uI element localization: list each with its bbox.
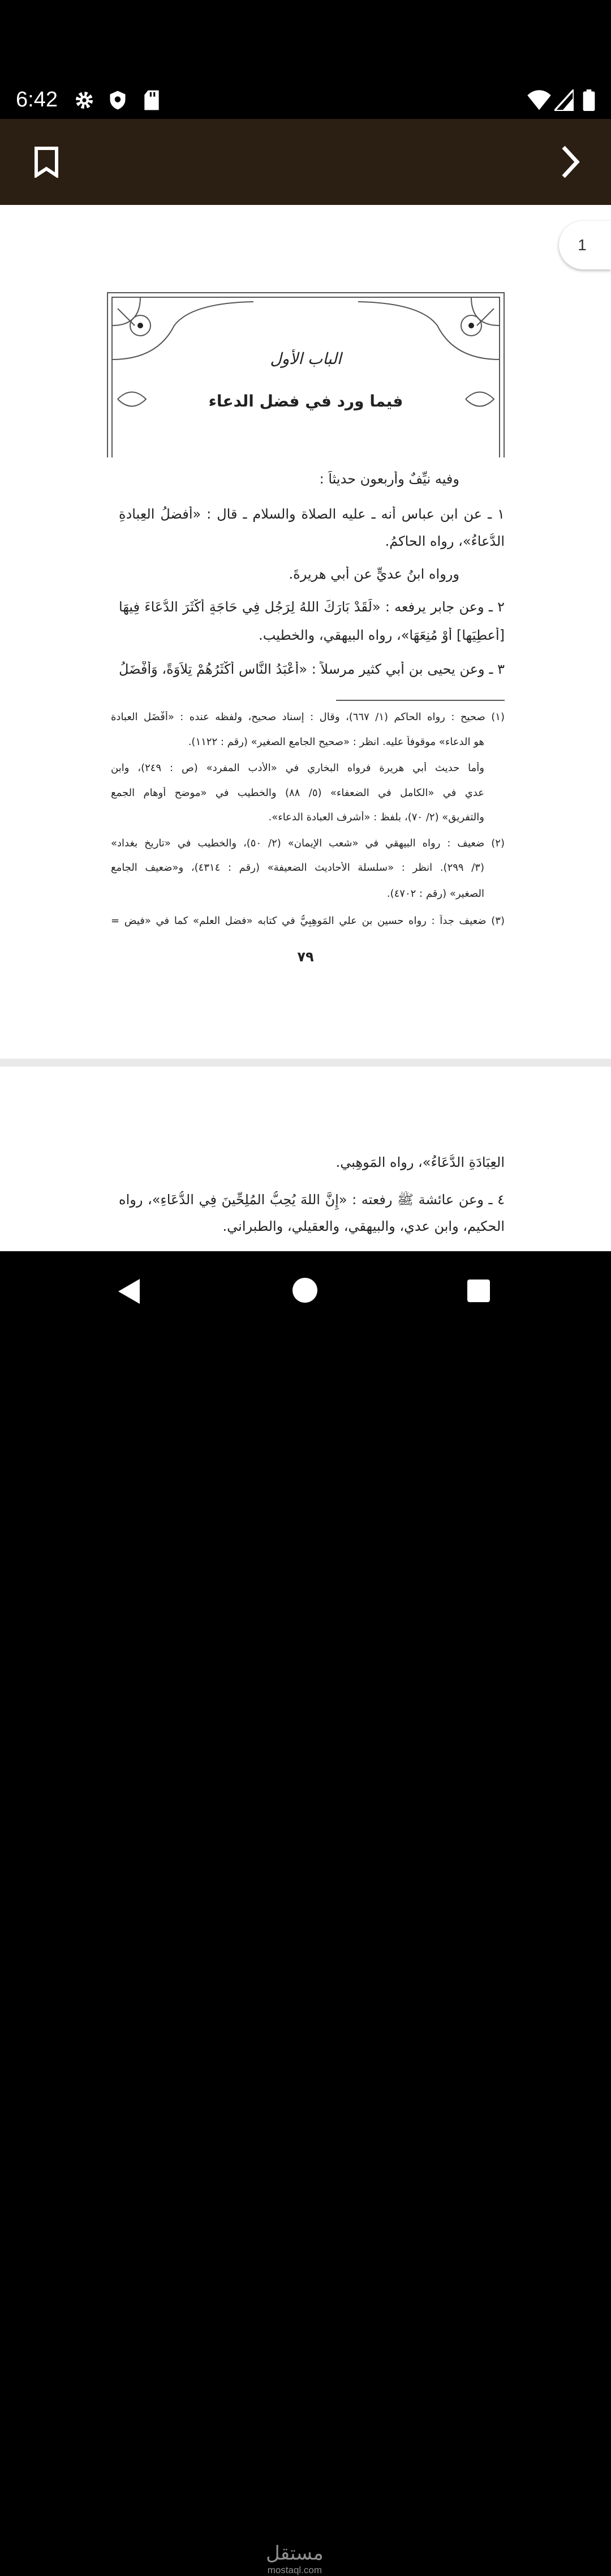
footnote-line: (٣) ضعيف جداً : رواه حسين بن علي المَوهِبِيُّ في كتابه «فضل العلم» كما في «فيض =: [111, 915, 505, 927]
sd-card-icon: [143, 89, 161, 111]
footnote-line: عدي في «الكامل في الضعفاء» (٥/ ٨٨) والخطيب في «موضح أوهام الجمع: [111, 787, 484, 799]
wifi-icon: [527, 89, 551, 111]
text-line: ١ ـ عن ابن عباسٍ أنه ـ عليه الصلاة والسلام ـ قال : «أفضلُ العِبادةِ: [119, 506, 505, 522]
text-line: ٢ ـ وعن جابر يرفعه : «لَقَدْ بَارَكَ اللهُ لِرَجُلٍ فِي حَاجَةٍ أَكْثَرَ الدُّعَاءَ فِيهَا: [119, 599, 505, 615]
footnote-line: (٣/ ٢٩٩). انظر : «سلسلة الأحاديث الضعيفة» (رقم : ٤٣١٤)، و«ضعيف الجامع: [111, 862, 484, 874]
settings-icon: [74, 89, 95, 111]
text-line: وفيه نيِّفٌ وأربعون حديثاً :: [319, 471, 459, 487]
footnote-line: هو الدعاء» موقوفاً عليه. انظر : «صحيح الجامع الصغير» (رقم : ١١٢٢).: [188, 736, 484, 748]
text-line: العِبَادَةِ الدُّعَاءُ»، رواه المَوهِبي.: [335, 1154, 505, 1170]
page-number: ٧٩: [297, 949, 314, 965]
home-icon[interactable]: [292, 1278, 317, 1303]
footnote-line: الصغير» (رقم : ٤٧٠٢).: [386, 888, 484, 900]
pdf-viewer[interactable]: [0, 205, 611, 1251]
footnote-line: وأما حديث أبي هريرة فرواه البخاري في «الأدب المفرد» (ص : ٢٤٩)، وابن: [111, 762, 484, 774]
text-line: الحكيم، وابن عدي، والبيهقي، والعقيلي، والطبراني.: [222, 1218, 505, 1234]
footnote-line: والتفريق» (٢/ ٧٠)، بلفظ : «أشرف العبادة الدعاء».: [268, 811, 484, 823]
battery-icon: [583, 89, 595, 111]
ornamental-frame: [106, 292, 505, 457]
navigation-bar: [0, 1251, 611, 2575]
status-time: 6:42: [16, 88, 58, 112]
footnote-divider: [336, 700, 505, 701]
footnote-line: (٢) ضعيف : رواه البيهقي في «شعب الإيمان» (٢/ ٥٠)، والخطيب في «تاريخ بغداد»: [111, 837, 505, 849]
bookmark-icon[interactable]: [34, 146, 59, 178]
reader-toolbar: [0, 119, 611, 205]
text-line: ٤ ـ وعن عائشة ﷺ رفعته : «إِنَّ اللهَ يُحِبُّ المُلِحِّينَ فِي الدُّعَاءِ»، رواه: [119, 1192, 505, 1208]
text-line: الدُّعاءُ»، رواه الحاكمُ.: [385, 533, 505, 549]
pdf-page: [0, 205, 611, 1059]
chapter-title: فيما ورد في فضل الدعاء: [208, 392, 403, 410]
footnote-line: (١) صحيح : رواه الحاكم (١/ ٦٦٧)، وقال : إسناد صحيح، ولفظه عنده : «أَفْضَل العبادة: [111, 711, 505, 723]
shield-icon: [107, 89, 128, 111]
text-line: ورواه ابنُ عديٍّ عن أبي هريرةَ.: [289, 566, 459, 582]
page-indicator[interactable]: 1: [559, 221, 611, 269]
recents-icon[interactable]: [467, 1280, 490, 1302]
signal-icon: [554, 89, 574, 111]
text-line: ٣ ـ وعن يحيى بن أبي كثير مرسلاً : «أَعْبَدُ النَّاسِ أَكْثَرُهُمْ تِلاَوَةً، وَأَفْضَلُ: [119, 661, 505, 677]
status-bar: [0, 0, 611, 119]
chevron-right-icon[interactable]: [560, 145, 580, 179]
watermark: مستقل mostaql.com: [266, 2542, 324, 2575]
chapter-label: الباب الأول: [270, 349, 342, 368]
pdf-page: [0, 1067, 611, 1251]
back-icon[interactable]: [116, 1277, 142, 1306]
text-line: [أُعطِيَها] أَوْ مُنِعَهَا»، رواه البيهقي، والخطيب.: [259, 627, 505, 643]
